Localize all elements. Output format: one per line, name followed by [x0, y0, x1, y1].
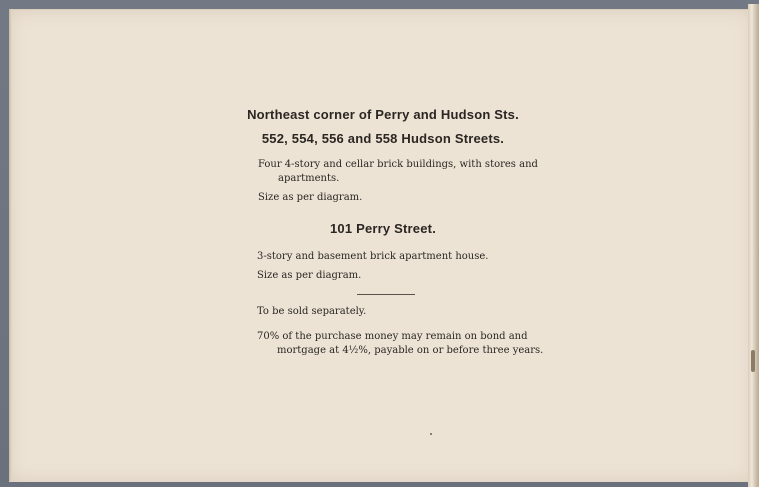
divider-rule: [357, 294, 415, 295]
heading-perry-street: 101 Perry Street.: [329, 221, 437, 236]
buildings-description-line2: apartments.: [278, 173, 340, 184]
payment-terms-line2: mortgage at 4½%, payable on or before three years.: [277, 345, 544, 356]
book-spine: [748, 4, 759, 487]
page-left-edge: [9, 9, 12, 481]
heading-corner: Northeast corner of Perry and Hudson Sts.: [247, 107, 519, 122]
heading-streets: 552, 554, 556 and 558 Hudson Streets.: [261, 131, 505, 146]
size-note-1: Size as per diagram.: [258, 192, 363, 203]
buildings-description-line1: Four 4-story and cellar brick buildings, with stores and: [258, 159, 538, 170]
page-sheet: [9, 9, 753, 482]
sold-separately-note: To be sold separately.: [257, 306, 367, 317]
spine-mark: [751, 350, 755, 372]
house-description: 3-story and basement brick apartment house.: [257, 251, 489, 262]
paper-speck: [430, 433, 432, 435]
payment-terms: [257, 330, 543, 358]
payment-terms-line1: 70% of the purchase money may remain on bond and: [257, 331, 528, 342]
size-note-2: Size as per diagram.: [257, 270, 362, 281]
buildings-description: [258, 158, 538, 186]
